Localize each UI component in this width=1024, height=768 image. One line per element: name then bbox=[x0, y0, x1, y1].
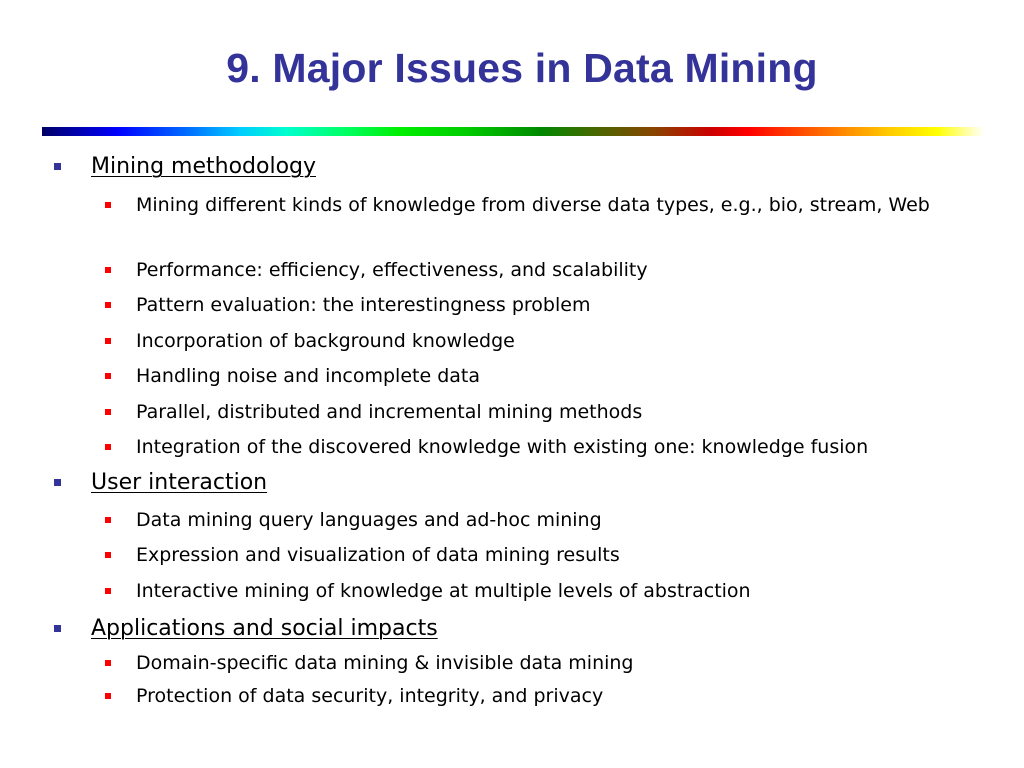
list-item bbox=[136, 540, 936, 570]
list-item-text: Handling noise and incomplete data bbox=[136, 365, 480, 387]
list-item-text: Performance: efficiency, effectiveness, and scalability bbox=[136, 259, 648, 281]
list-item bbox=[136, 505, 936, 535]
list-item-text: Domain-specific data mining & invisible data mining bbox=[136, 652, 634, 674]
slide-title: 9. Major Issues in Data Mining bbox=[226, 45, 818, 91]
list-item-text: Pattern evaluation: the interestingness problem bbox=[136, 294, 591, 316]
square-bullet-icon bbox=[105, 588, 111, 594]
list-item bbox=[136, 290, 936, 320]
list-item bbox=[136, 326, 936, 356]
list-item-text: Interactive mining of knowledge at multiple levels of abstraction bbox=[136, 580, 751, 602]
list-item-text: Data mining query languages and ad-hoc mining bbox=[136, 509, 602, 531]
section-heading-text: Applications and social impacts bbox=[91, 616, 438, 641]
list-item bbox=[136, 255, 936, 285]
square-bullet-icon bbox=[105, 202, 111, 208]
square-bullet-icon bbox=[105, 409, 111, 415]
square-bullet-icon bbox=[105, 693, 111, 699]
list-item bbox=[136, 361, 936, 391]
square-bullet-icon bbox=[105, 552, 111, 558]
list-item bbox=[136, 397, 936, 427]
list-item-text: Incorporation of background knowledge bbox=[136, 330, 515, 352]
square-bullet-icon bbox=[105, 373, 111, 379]
list-item bbox=[136, 190, 936, 220]
square-bullet-icon bbox=[105, 267, 111, 273]
section-heading-applications-social-impacts bbox=[91, 615, 438, 643]
square-bullet-icon bbox=[54, 163, 61, 170]
square-bullet-icon bbox=[105, 660, 111, 666]
list-item-text: Integration of the discovered knowledge with existing one: knowledge fusion bbox=[136, 436, 869, 458]
section-heading-text: Mining methodology bbox=[91, 154, 317, 179]
square-bullet-icon bbox=[105, 444, 111, 450]
section-heading-user-interaction bbox=[91, 469, 267, 497]
list-item bbox=[136, 432, 936, 462]
list-item-text: Expression and visualization of data mining results bbox=[136, 544, 620, 566]
list-item bbox=[136, 576, 936, 606]
square-bullet-icon bbox=[54, 479, 61, 486]
square-bullet-icon bbox=[105, 338, 111, 344]
title-gradient-rule bbox=[42, 127, 984, 136]
square-bullet-icon bbox=[54, 625, 61, 632]
list-item-text: Parallel, distributed and incremental mining methods bbox=[136, 401, 643, 423]
list-item bbox=[136, 681, 936, 711]
list-item bbox=[136, 648, 936, 678]
list-item-text: Mining different kinds of knowledge from diverse data types, e.g., bio, stream, Web bbox=[136, 194, 930, 216]
list-item-text: Protection of data security, integrity, and privacy bbox=[136, 685, 604, 707]
section-heading-mining-methodology bbox=[91, 153, 316, 181]
section-heading-text: User interaction bbox=[91, 470, 268, 495]
square-bullet-icon bbox=[105, 517, 111, 523]
square-bullet-icon bbox=[105, 302, 111, 308]
